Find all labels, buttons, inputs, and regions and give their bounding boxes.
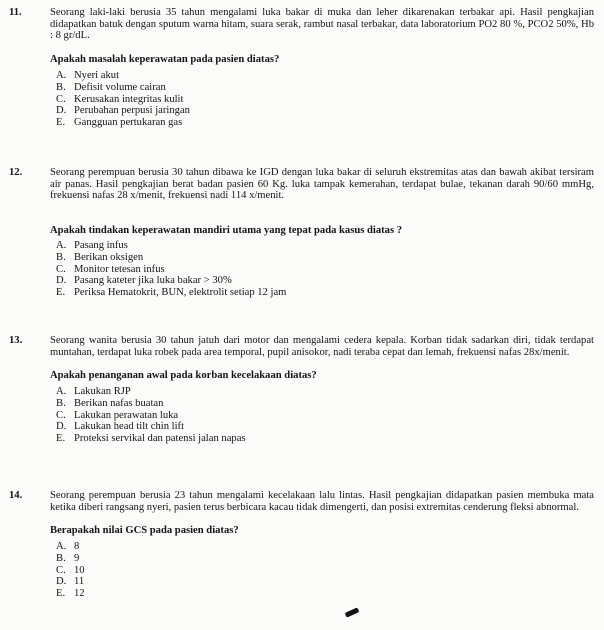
option-text: 10 <box>74 564 85 576</box>
option-text: Perubahan perpusi jaringan <box>74 105 190 117</box>
question-stem: Seorang wanita berusia 30 tahun jatuh dari motor dan mengalami cedera kepala. Korban tidak sadarkan diri, tidak terdapat muntahan, terdapat luka robek pada area temporal, pupil anisokor, nadi teraba cepat dan lemah, frekuensi nafas 28x/menit. <box>50 335 594 358</box>
question-stem: Seorang perempuan berusia 23 tahun mengalami kecelakaan lalu lintas. Hasil pengkajian didapatkan pasien membuka mata ketika diberi rangsang nyeri, pasien terus berbicara kacau tidak dimengerti, dan posisi extremitas cenderung fleksi abnormal. <box>50 490 594 513</box>
option-letter: E. <box>56 588 66 600</box>
option-text: Kerusakan integritas kulit <box>74 93 184 105</box>
question-stem: Seorang perempuan berusia 30 tahun dibawa ke IGD dengan luka bakar di seluruh ekstremitas atas dan bawah akibat tersiram air panas. Hasil pengkajian berat badan pasien 60 Kg. luka tampak kemerahan, terdapat bulae, tekanan darah 90/60 mmHg, frekuensi nafas 28 x/menit, frekuensi nadi 114 x/menit. <box>50 167 594 202</box>
option-a[interactable] <box>56 541 85 553</box>
option-letter: D. <box>56 105 67 117</box>
option-b[interactable] <box>56 398 246 410</box>
option-d[interactable] <box>56 275 286 287</box>
option-text: Berikan oksigen <box>74 251 144 263</box>
option-e[interactable] <box>56 117 190 129</box>
option-letter: A. <box>56 541 67 552</box>
option-letter: E. <box>56 433 66 445</box>
option-list <box>56 240 286 299</box>
question-number: 12. <box>9 167 23 178</box>
question-stem: Seorang laki-laki berusia 35 tahun mengalami luka bakar di muka dan leher dikarenakan terbakar api. Hasil pengkajian didapatkan batuk dengan sputum warna hitam, suara serak, rambut nasal terbakar, data laboratorium PO2 80 %, PCO2 50%, Hb : 8 gr/dL. <box>50 7 594 42</box>
option-letter: D. <box>56 421 67 433</box>
option-letter: D. <box>56 576 67 588</box>
question-prompt: Apakah tindakan keperawatan mandiri utama yang tepat pada kasus diatas ? <box>50 225 403 236</box>
option-b[interactable] <box>56 82 190 94</box>
option-text: Monitor tetesan infus <box>74 263 165 275</box>
option-text: 12 <box>74 588 85 600</box>
option-b[interactable] <box>56 553 85 565</box>
option-e[interactable] <box>56 588 85 600</box>
option-text: Berikan nafas buatan <box>74 397 164 409</box>
option-a[interactable] <box>56 386 246 398</box>
option-text: Gangguan pertukaran gas <box>74 117 183 129</box>
question-number: 11. <box>9 7 22 18</box>
option-d[interactable] <box>56 421 246 433</box>
question-number: 14. <box>9 490 23 501</box>
question-number: 13. <box>9 335 23 346</box>
option-text: 9 <box>74 552 80 564</box>
pen-mark <box>345 607 360 617</box>
question-prompt: Apakah penanganan awal pada korban kecelakaan diatas? <box>50 370 317 381</box>
option-c[interactable] <box>56 264 286 276</box>
option-text: Periksa Hematokrit, BUN, elektrolit setiap 12 jam <box>74 287 287 299</box>
option-e[interactable] <box>56 287 286 299</box>
option-text: Pasang infus <box>74 240 128 251</box>
option-e[interactable] <box>56 433 246 445</box>
option-letter: A. <box>56 240 67 251</box>
option-letter: D. <box>56 275 67 287</box>
option-text: 11 <box>74 576 85 588</box>
option-text: Lakukan head tilt chin lift <box>74 421 185 433</box>
option-list <box>56 386 246 445</box>
option-text: 8 <box>74 541 80 552</box>
option-d[interactable] <box>56 105 190 117</box>
option-letter: C. <box>56 409 66 421</box>
option-text: Nyeri akut <box>74 70 120 81</box>
option-list <box>56 70 190 129</box>
option-letter: B. <box>56 81 66 93</box>
option-letter: C. <box>56 93 66 105</box>
option-text: Pasang kateter jika luka bakar > 30% <box>74 275 232 287</box>
option-letter: A. <box>56 70 67 81</box>
option-letter: B. <box>56 397 66 409</box>
option-letter: B. <box>56 251 66 263</box>
option-letter: C. <box>56 564 66 576</box>
option-letter: A. <box>56 386 67 397</box>
option-text: Lakukan perawatan luka <box>74 409 179 421</box>
question-prompt: Berapakah nilai GCS pada pasien diatas? <box>50 525 239 536</box>
option-b[interactable] <box>56 252 286 264</box>
option-c[interactable] <box>56 410 246 422</box>
option-a[interactable] <box>56 240 286 252</box>
option-letter: C. <box>56 263 66 275</box>
option-text: Lakukan RJP <box>74 386 131 397</box>
option-text: Defisit volume cairan <box>74 81 166 93</box>
option-a[interactable] <box>56 70 190 82</box>
option-d[interactable] <box>56 576 85 588</box>
option-letter: E. <box>56 287 66 299</box>
option-letter: E. <box>56 117 66 129</box>
option-c[interactable] <box>56 94 190 106</box>
option-text: Proteksi servikal dan patensi jalan napas <box>74 433 246 445</box>
option-list <box>56 541 85 600</box>
option-letter: B. <box>56 552 66 564</box>
option-c[interactable] <box>56 565 85 577</box>
question-prompt: Apakah masalah keperawatan pada pasien diatas? <box>50 54 280 65</box>
